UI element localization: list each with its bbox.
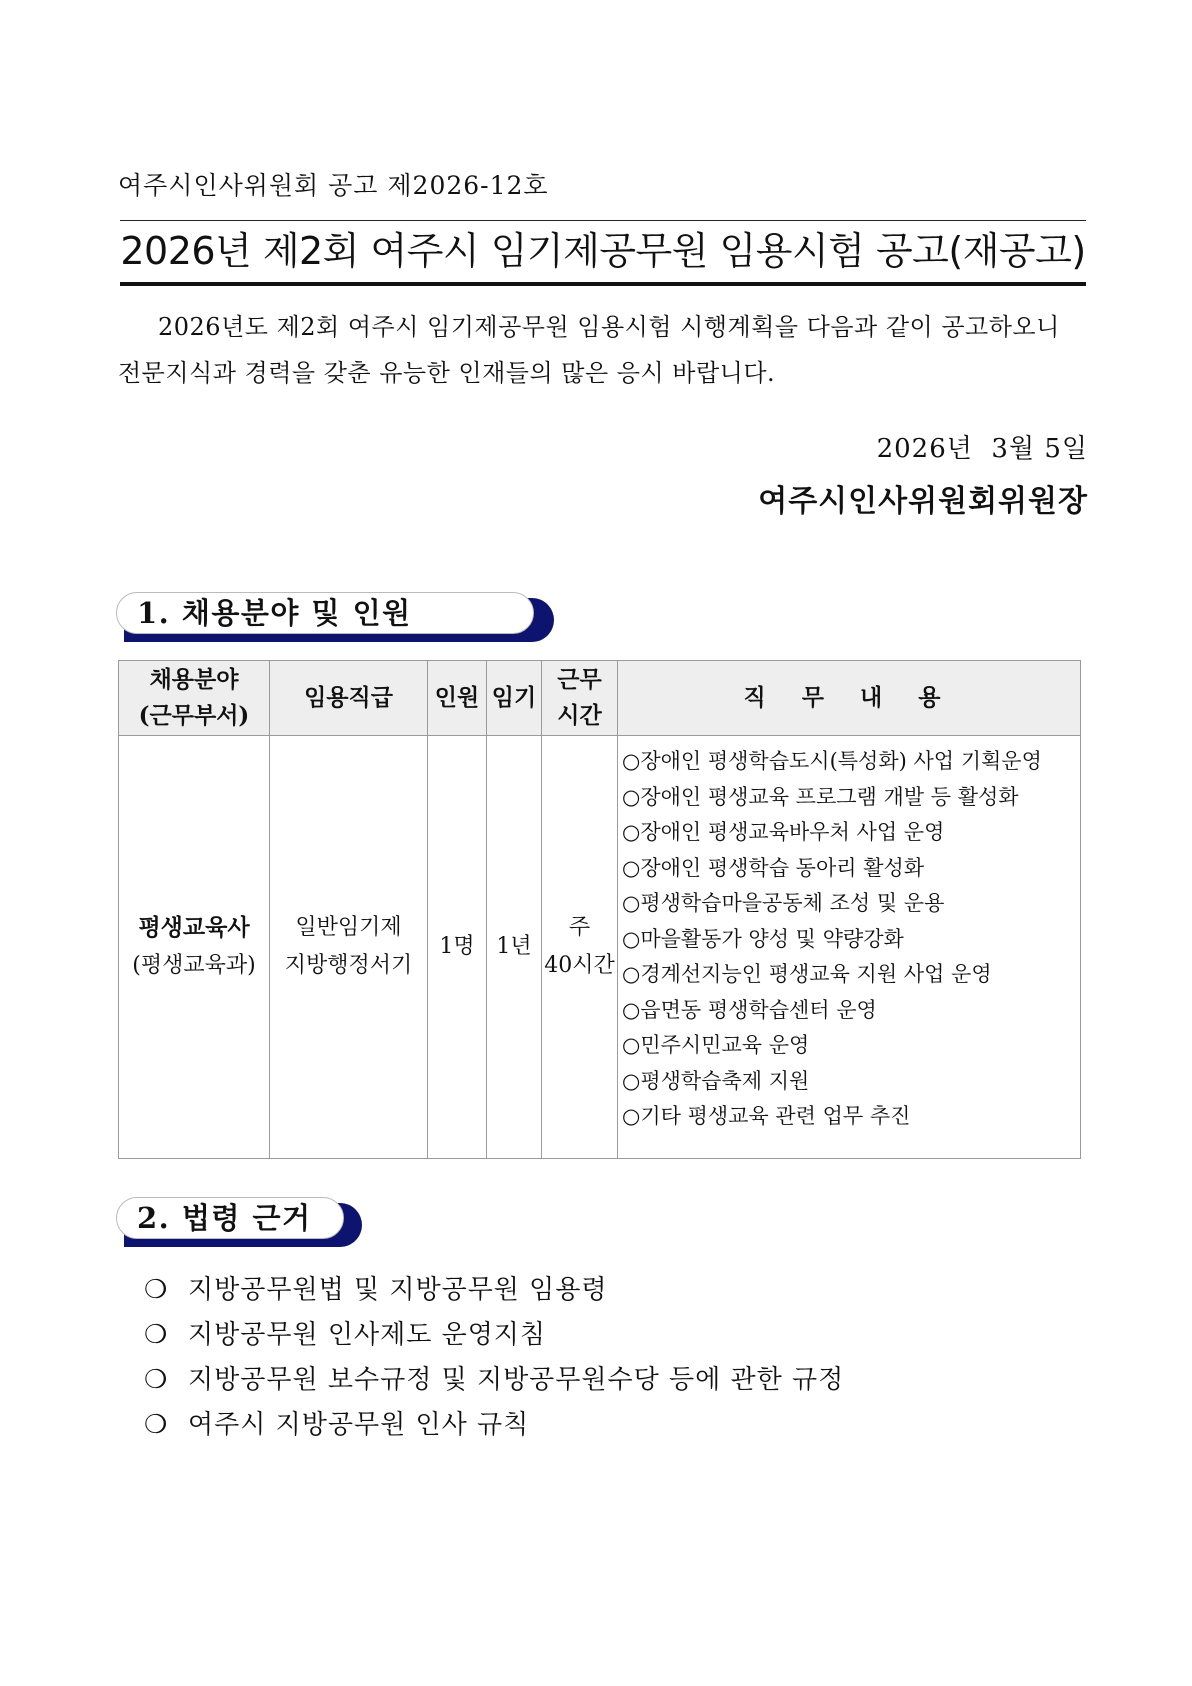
duty-item: ○마을활동가 양성 및 약량강화 (622, 926, 904, 951)
legal-basis-list (144, 1268, 844, 1448)
header-duties: 직 무 내 용 (618, 661, 1081, 736)
duty-item: ○장애인 평생교육 프로그램 개발 등 활성화 (622, 784, 1019, 809)
header-hours (542, 661, 618, 736)
header-count: 인원 (428, 661, 487, 736)
list-item (144, 1313, 844, 1358)
title-bottom-rule (120, 282, 1086, 286)
section-1-heading (116, 592, 550, 640)
bullet-circle-icon: ❍ (144, 1365, 169, 1395)
header-field-line2: (근무부서) (138, 702, 250, 729)
duty-item: ○평생학습마을공동체 조성 및 운용 (622, 891, 945, 915)
field-department: (평생교육과) (132, 953, 256, 978)
legal-basis-text: 지방공무원 인사제도 운영지침 (188, 1320, 547, 1350)
section-2-heading (116, 1197, 360, 1245)
legal-basis-text: 지방공무원 보수규정 및 지방공무원수당 등에 관한 규정 (188, 1365, 845, 1395)
duty-item: ○읍면동 평생학습센터 운영 (622, 997, 877, 1022)
cell-count: 1명 (428, 736, 487, 1159)
list-item (144, 1268, 844, 1313)
signer: 여주시인사위원회위원장 (758, 484, 1088, 519)
duty-item: ○장애인 평생학습 동아리 활성화 (622, 855, 925, 880)
cell-field (119, 736, 270, 1159)
duty-item: ○평생학습축제 지원 (622, 1068, 810, 1093)
header-field (119, 661, 270, 736)
intro-line-2: 전문지식과 경력을 갖춘 유능한 인재들의 많은 응시 바랍니다. (118, 359, 776, 387)
legal-basis-text: 지방공무원법 및 지방공무원 임용령 (188, 1275, 608, 1305)
duty-item: ○장애인 평생학습도시(특성화) 사업 기획운영 (622, 749, 1042, 773)
grade-line1: 일반임기제 (295, 915, 402, 940)
page-title: 2026년 제2회 여주시 임기제공무원 임용시험 공고(재공고) (120, 229, 1086, 273)
header-hours-line1: 근무 (557, 666, 602, 693)
cell-duties (618, 736, 1081, 1159)
table-header-row (119, 661, 1081, 736)
notice-date (877, 428, 1088, 465)
duty-item: ○장애인 평생교육바우처 사업 운영 (622, 820, 945, 844)
list-item (144, 1358, 844, 1403)
field-name: 평생교육사 (138, 914, 250, 941)
cell-term: 1년 (487, 736, 542, 1159)
header-field-line1: 채용분야 (149, 666, 239, 693)
intro-paragraph (118, 304, 1090, 396)
bullet-circle-icon: ❍ (144, 1410, 169, 1440)
cell-hours (542, 736, 618, 1159)
duty-item: ○기타 평생교육 관련 업무 추진 (622, 1104, 911, 1128)
duty-item: ○민주시민교육 운영 (622, 1033, 810, 1057)
legal-basis-text: 여주시 지방공무원 인사 규칙 (188, 1410, 530, 1440)
bullet-circle-icon: ❍ (144, 1320, 169, 1350)
header-grade: 임용직급 (270, 661, 428, 736)
header-term: 임기 (487, 661, 542, 736)
list-item (144, 1403, 844, 1448)
notice-number: 여주시인사위원회 공고 제2026-12호 (118, 171, 549, 200)
hours-line1: 주 (568, 915, 591, 940)
intro-line-1: 2026년도 제2회 여주시 임기제공무원 임용시험 시행계획을 다음과 같이 공고하오니 (158, 313, 1060, 341)
header-hours-line2: 시간 (557, 702, 602, 729)
section-2-heading-label: 2. 법령 근거 (116, 1197, 344, 1239)
notice-date-text: 2026년 3월 5일 (876, 434, 1088, 464)
cell-grade (270, 736, 428, 1159)
title-top-rule (120, 220, 1086, 221)
hours-line2: 40시간 (544, 953, 615, 978)
bullet-circle-icon: ❍ (144, 1275, 169, 1305)
grade-line2: 지방행정서기 (284, 953, 413, 978)
duty-item: ○경계선지능인 평생교육 지원 사업 운영 (622, 962, 992, 986)
section-1-heading-label: 1. 채용분야 및 인원 (116, 592, 534, 634)
table-row (119, 736, 1081, 1159)
recruitment-table (118, 660, 1081, 1159)
